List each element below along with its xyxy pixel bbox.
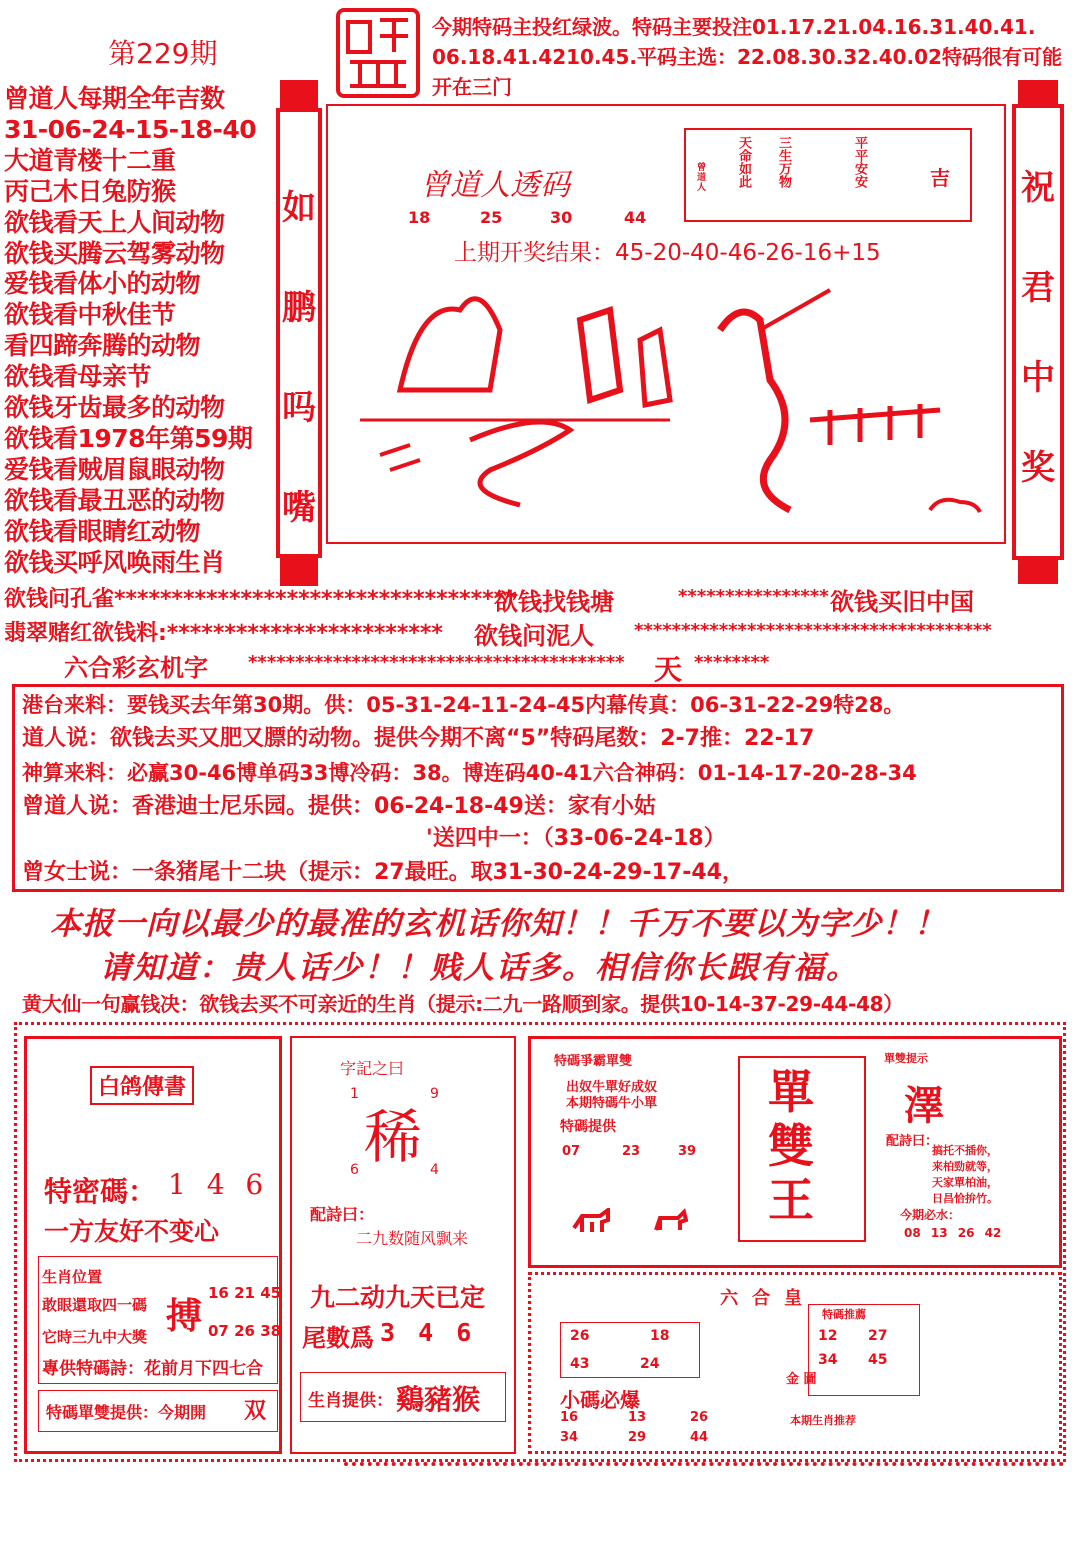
panel-a-poem: 專供特碼詩：花前月下四七合	[42, 1359, 263, 1379]
left-column-line: 曾道人每期全年吉数	[4, 84, 225, 113]
poem-col: 天命如此	[736, 136, 751, 188]
left-scroll-char-2: 鹏	[282, 288, 316, 328]
panel-d-grid-right-1: 12	[818, 1328, 838, 1344]
left-column-line: 31-06-24-15-18-40	[4, 114, 257, 144]
panel-c-poem-line-3: 天家單柏油，	[932, 1176, 998, 1189]
panel-c-poem-line-4: 日昌恰拚竹。	[932, 1192, 998, 1205]
right-scroll-char-2: 君	[1021, 268, 1055, 308]
panel-b-n1: 1	[350, 1086, 359, 1102]
left-column-line: 欲钱看眼睛红动物	[4, 516, 201, 546]
panel-c-num-3: 39	[678, 1144, 697, 1159]
panel-b-big-char: 稀	[364, 1103, 423, 1171]
left-scroll-char-4: 嘴	[282, 488, 316, 528]
banner-number: 30	[550, 208, 573, 227]
panel-c-header: 特碼爭霸單雙	[554, 1054, 633, 1069]
horse-icon	[572, 1208, 612, 1234]
panel-a-left-line-3: 它時三九中大獎	[42, 1328, 148, 1346]
panel-d-grid-right-title: 特碼推薦	[822, 1308, 866, 1321]
panel-d-this-issue: 本期生肖推荐	[790, 1414, 856, 1427]
panel-a-dan-value: 双	[244, 1399, 267, 1424]
panel-d-grid-left-1: 26	[570, 1328, 590, 1344]
panel-c-big-char-1: 單	[768, 1065, 814, 1119]
riddle-row2-stars: **************************************	[634, 620, 992, 641]
right-scroll-char-3: 中	[1021, 358, 1055, 398]
issue-number: 第229期	[108, 37, 218, 70]
panel-c-right-char: 澤	[904, 1082, 944, 1129]
riddle-row1-right: 欲钱买旧中国	[830, 588, 974, 616]
panel-b-n3: 6	[350, 1162, 359, 1178]
slogan-line-2: 请知道：贵人话少！！贱人话多。相信你长跟有福。	[100, 950, 859, 986]
left-column-line: 丙己木日兔防猴	[4, 176, 176, 206]
panel-c-must-nums: 08 13 26 42	[904, 1226, 1002, 1240]
top-notice-line1: 今期特码主投红绿波。特码主要投注01.17.21.04.16.31.40.41.	[432, 15, 1036, 39]
panel-d-grid-left-2: 18	[650, 1328, 670, 1344]
last-result: 上期开奖结果：45-20-40-46-26-16+15	[454, 240, 881, 266]
panel-b-line1: 九二动九天已定	[310, 1283, 486, 1312]
panel-b-n2: 9	[430, 1086, 439, 1102]
left-scroll	[276, 80, 322, 585]
panel-d-small-num-1: 16	[560, 1410, 579, 1425]
panel-b-tail-label: 尾數爲	[302, 1324, 374, 1352]
riddle-row2-left: 翡翠赌红欲钱料:************************	[4, 621, 443, 646]
panel-a-nums-row2: 07 26 38	[208, 1322, 282, 1340]
riddle-row3-stars: ****************************************	[248, 652, 625, 673]
info-line-6: 曾女士说：一条猪尾十二块（提示：27最旺。取31-30-24-29-17-44，	[22, 860, 744, 885]
panel-a-left-line-1: 生肖位置	[42, 1268, 103, 1286]
panel-b-caption: 字記之曰	[340, 1059, 405, 1078]
poem-columns	[694, 134, 964, 216]
top-notice	[432, 12, 1072, 102]
panel-c-right-title: 單雙提示	[884, 1052, 928, 1065]
panel-c-poem-line-1: 搞托不插你，	[932, 1144, 998, 1157]
panel-b-zodiac-value: 鷄豬猴	[396, 1383, 481, 1416]
panel-a-left-line-2: 敢眼還取四一碼	[42, 1296, 148, 1314]
left-column-line: 爱钱看体小的动物	[4, 269, 201, 299]
left-column-line: 大道青楼十二重	[4, 145, 176, 175]
poem-col: 吉	[930, 166, 950, 190]
panel-d-golden: 金 圖	[786, 1372, 817, 1387]
riddle-row1-left: 欲钱问孔雀***********************************	[4, 587, 517, 612]
left-scroll-char-3: 吗	[282, 388, 316, 428]
panel-b-zodiac-label: 生肖提供：	[308, 1391, 393, 1411]
banner-number: 25	[480, 208, 503, 227]
top-notice-line2: 06.18.41.4210.45.平码主选：22.08.30.32.40.02特码很有可能	[432, 45, 1062, 69]
panel-b-tail-value: 3 4 6	[380, 1318, 476, 1347]
left-column-line: 欲钱买呼风唤雨生肖	[4, 547, 225, 577]
riddle-row3-left: 六合彩玄机字	[64, 654, 208, 682]
right-scroll	[1012, 80, 1064, 585]
panel-d-small-num-6: 44	[690, 1430, 709, 1445]
panel-d-title: 六合皇	[720, 1288, 816, 1309]
info-line-1: 港台来料：要钱买去年第30期。供：05-31-24-11-24-45内幕传真：06-31-22-29特28。	[22, 693, 905, 717]
riddle-row2-mid: 欲钱问泥人	[474, 622, 594, 650]
panel-c-num-2: 23	[622, 1144, 641, 1159]
panel-a-special-label: 特密碼：	[44, 1175, 157, 1208]
panel-c-sub2: 本期特碼牛小單	[566, 1096, 658, 1111]
poem-col: 曾道人	[695, 162, 705, 192]
left-column-line: 欲钱牙齿最多的动物	[4, 393, 225, 422]
panel-d-small-num-2: 13	[628, 1410, 647, 1425]
dog-icon	[652, 1208, 688, 1234]
panel-b-poem: 二九数随风飘来	[356, 1229, 469, 1248]
banner-title: 曾道人透码	[420, 168, 570, 203]
panel-d-grid-right-4: 45	[868, 1352, 888, 1368]
panel-a-nums-row1: 16 21 45	[208, 1284, 282, 1302]
panel-a-bo-char: 搏	[166, 1295, 203, 1337]
panel-c-big-char-3: 王	[768, 1173, 814, 1227]
panel-c-poem-line-2: 来柏勁就等，	[932, 1160, 998, 1173]
top-notice-line3: 开在三门	[432, 75, 512, 99]
left-column-line: 爱钱看贼眉鼠眼动物	[4, 454, 225, 484]
panel-a-title: 白鸽傳書	[90, 1066, 194, 1105]
panel-c-poem-label: 配詩曰：	[886, 1134, 939, 1149]
seal-logo	[336, 8, 420, 98]
panel-d-small-num-4: 34	[560, 1430, 579, 1445]
right-scroll-char-1: 祝	[1021, 168, 1055, 208]
left-column-line: 看四蹄奔腾的动物	[4, 331, 201, 361]
slogan-line-1: 本报一向以最少的最准的玄机话你知！！千万不要以为字少！！	[50, 906, 946, 942]
riddle-row3-mid: 天	[654, 653, 683, 686]
left-column-line: 欲钱看1978年第59期	[4, 423, 253, 453]
left-column-line: 欲钱看最丑恶的动物	[4, 485, 225, 515]
left-scroll-char-1: 如	[282, 188, 316, 228]
panel-d-small-num-3: 26	[690, 1410, 709, 1425]
panel-c-must-label: 今期必水：	[900, 1208, 961, 1222]
left-column-line: 欲钱看母亲节	[4, 362, 152, 392]
right-scroll-char-4: 奖	[1021, 448, 1055, 488]
panel-c-sub1: 出奴牛單好成奴	[566, 1080, 658, 1095]
panel-a-special-value: 1 4 6	[168, 1168, 270, 1201]
info-line-4: 曾道人说：香港迪士尼乐园。提供：06-24-18-49送：家有小姑	[22, 794, 656, 819]
banner-number: 18	[408, 208, 431, 227]
huang-line: 黄大仙一句赢钱决：欲钱去买不可亲近的生肖（提示:二九一路顺到家。提供10-14-37-29-44-48）	[22, 992, 903, 1016]
panel-b-n4: 4	[430, 1162, 439, 1178]
bottom-dots	[344, 1462, 1064, 1472]
panel-d-grid-left-3: 43	[570, 1356, 590, 1372]
left-column-line: 欲钱看天上人间动物	[4, 207, 225, 237]
info-line-5: '送四中一：（33-06-24-18）	[426, 826, 726, 851]
riddle-row1-stars: ****************	[678, 586, 829, 607]
riddle-row1-mid: 欲钱找钱塘	[494, 588, 614, 616]
banner-illustration	[340, 270, 1000, 540]
banner-number: 44	[624, 208, 647, 227]
riddle-row3-tail: ********	[694, 652, 770, 673]
panel-c-big-char-2: 雙	[768, 1119, 814, 1173]
panel-c-num-1: 07	[562, 1144, 581, 1159]
panel-b-poem-label: 配詩曰：	[310, 1205, 375, 1224]
panel-d-small-label: 小碼必爆	[560, 1388, 640, 1412]
panel-a-phrase: 一方友好不变心	[44, 1217, 220, 1246]
panel-d-grid-right-3: 34	[818, 1352, 838, 1368]
panel-a-dan-label: 特碼單雙提供：今期開	[46, 1403, 207, 1422]
panel-c-special: 特碼提供	[560, 1119, 616, 1135]
info-line-3: 神算来料：必赢30-46博单码33博冷码：38。博连码40-41六合神码：01-14-17-20-28-34	[22, 761, 917, 785]
poem-col: 平平安安	[852, 136, 867, 188]
panel-d-grid-right-2: 27	[868, 1328, 888, 1344]
panel-d-small-num-5: 29	[628, 1430, 647, 1445]
left-column-line: 欲钱买腾云驾雾动物	[4, 238, 225, 268]
panel-d-grid-left-4: 24	[640, 1356, 660, 1372]
left-column-line: 欲钱看中秋佳节	[4, 300, 176, 330]
poem-col: 三生万物	[776, 136, 791, 188]
info-line-2: 道人说：欲钱去买又肥又膘的动物。提供今期不离“5”特码尾数：2-7推：22-17	[22, 726, 815, 751]
